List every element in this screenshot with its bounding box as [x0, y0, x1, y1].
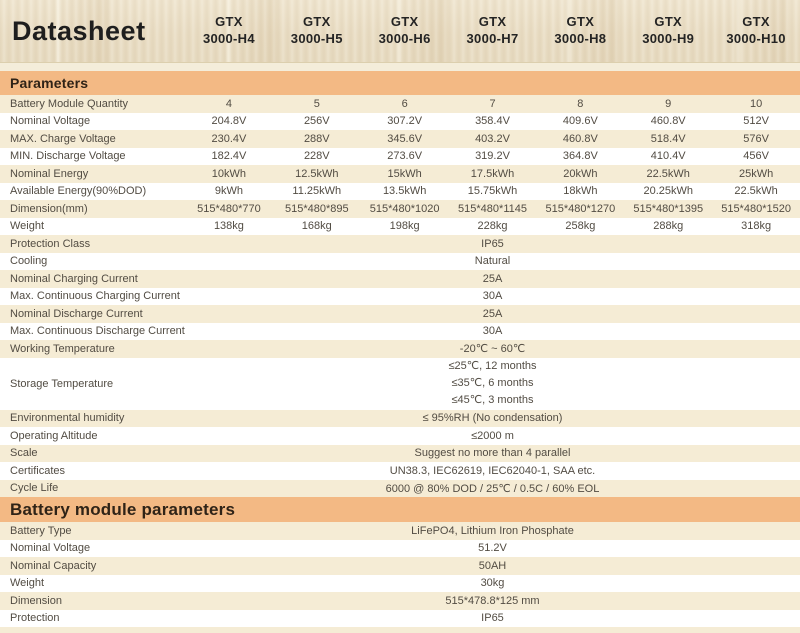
table-row [0, 253, 800, 271]
cell-value: 288V [303, 132, 330, 145]
cell-value: 6 [401, 97, 408, 110]
cell-value: 22.5kWh [734, 185, 778, 198]
cell-value: 198kg [389, 220, 420, 233]
table-row [0, 557, 800, 575]
cell-value-span: ≤2000 m [471, 429, 514, 442]
cell-value-span: IP65 [481, 612, 504, 625]
cell-value: 460.8V [650, 115, 686, 128]
cell-value: 460.8V [562, 132, 598, 145]
cell-value: 13.5kWh [382, 185, 427, 198]
cell-value: 168kg [301, 220, 332, 233]
row-label: MIN. Discharge Voltage [10, 150, 126, 163]
cell-line: ≤45℃, 3 months [451, 394, 534, 407]
model-variant: 3000-H10 [726, 31, 786, 46]
cell-value: 20kWh [563, 167, 598, 180]
cell-value: 204.8V [211, 115, 247, 128]
cell-value: 576V [743, 132, 769, 145]
row-label: Certificates [10, 464, 66, 477]
model-name: GTX [390, 14, 419, 30]
table-row [0, 445, 800, 463]
table-row [0, 218, 800, 236]
header [0, 0, 800, 63]
cell-value: 182.4V [211, 150, 247, 163]
row-label: Nominal Voltage [10, 115, 91, 128]
cell-value: 15kWh [387, 167, 422, 180]
model-name: GTX [742, 14, 770, 30]
cell-value: 230.4V [211, 132, 247, 145]
cell-value: 410.4V [650, 150, 686, 163]
cell-value-span: 30A [482, 325, 503, 338]
model-variant: 3000-H6 [378, 31, 431, 46]
table-row [0, 592, 800, 610]
cell-value-span: 515*478.8*125 mm [445, 594, 540, 607]
cell-value: 515*480*770 [197, 202, 261, 215]
table-row [0, 358, 800, 410]
cell-value: 7 [489, 97, 496, 110]
model-variant: 3000-H8 [554, 31, 607, 46]
cell-value: 9 [665, 97, 672, 110]
table-row [0, 462, 800, 480]
row-label: Cooling [10, 255, 48, 268]
table-row [0, 575, 800, 593]
cell-value: 228V [303, 150, 330, 163]
cell-value-span: 25A [482, 272, 503, 285]
row-label: Weight [10, 220, 45, 233]
model-variant: 3000-H5 [290, 31, 343, 46]
cell-value-span: UN38.3, IEC62619, IEC62040-1, SAA etc. [389, 464, 596, 477]
cell-value: 22.5kWh [646, 167, 690, 180]
cell-value-span: 6000 @ 80% DOD / 25℃ / 0.5C / 60% EOL [385, 482, 600, 495]
table-row [0, 522, 800, 540]
cell-value-span: 30kg [480, 577, 505, 590]
row-label: Cycle Life [10, 482, 59, 495]
cell-value: 11.25kWh [292, 185, 342, 198]
cell-value-span: ≤ 95%RH (No condensation) [422, 412, 563, 425]
row-label: Storage Temperature [10, 377, 114, 390]
row-label: Max. Continuous Discharge Current [10, 325, 185, 338]
row-label: Nominal Energy [10, 167, 89, 180]
row-label: Max. Continuous Charging Current [10, 290, 180, 303]
row-label: Battery Module Quantity [10, 97, 129, 110]
cell-value: 5 [313, 97, 320, 110]
cell-value: 138kg [213, 220, 244, 233]
table-row [0, 610, 800, 628]
table-row [0, 305, 800, 323]
page-title: Datasheet [12, 15, 146, 46]
table-row [0, 113, 800, 131]
row-label: Operating Altitude [10, 429, 98, 442]
cell-value: 518.4V [650, 132, 686, 145]
cell-value-span: LiFePO4, Lithium Iron Phosphate [411, 524, 574, 537]
cell-value: 25kWh [738, 167, 774, 180]
table-row [0, 130, 800, 148]
row-label: Weight [10, 577, 45, 590]
model-column-header [624, 0, 712, 62]
table-row [0, 200, 800, 218]
model-variant: 3000-H7 [466, 31, 519, 46]
cell-value: 515*480*1395 [633, 202, 704, 215]
table-row [0, 235, 800, 253]
row-label: Dimension(mm) [10, 202, 88, 215]
row-label: Battery Type [10, 524, 72, 537]
table-row [0, 410, 800, 428]
model-columns [185, 0, 800, 62]
model-name: GTX [654, 14, 683, 30]
cell-value: 9kWh [214, 185, 243, 198]
model-variant: 3000-H9 [642, 31, 695, 46]
section-header: Parameters [0, 71, 800, 95]
cell-value: 345.6V [387, 132, 423, 145]
table-row [0, 288, 800, 306]
cell-value: 273.6V [387, 150, 423, 163]
cell-value: 256V [303, 115, 330, 128]
cell-value: 307.2V [387, 115, 423, 128]
row-label: Working Temperature [10, 342, 115, 355]
cell-value: 4 [225, 97, 232, 110]
cell-value: 515*480*1145 [458, 202, 527, 215]
cell-value: 358.4V [475, 115, 510, 128]
model-name: GTX [215, 14, 243, 30]
header-divider [0, 63, 800, 71]
model-column-header [536, 0, 624, 62]
table-row [0, 540, 800, 558]
row-label: Scale [10, 447, 38, 460]
cell-value: 18kWh [563, 185, 598, 198]
cell-value: 409.6V [562, 115, 598, 128]
table-row [0, 270, 800, 288]
section-header: Battery module parameters [0, 497, 800, 522]
cell-value-multiline [185, 358, 800, 410]
row-label: Environmental humidity [10, 412, 125, 425]
model-column-header [712, 0, 800, 62]
cell-value: 10 [749, 97, 763, 110]
table-row [0, 340, 800, 358]
cell-line: ≤25℃, 12 months [448, 359, 537, 372]
cell-value: 512V [743, 115, 769, 128]
row-label: Available Energy(90%DOD) [10, 185, 147, 198]
row-label: Nominal Voltage [10, 542, 91, 555]
row-label: Nominal Discharge Current [10, 307, 143, 320]
cell-value: 456V [743, 150, 769, 163]
model-column-header [273, 0, 361, 62]
table-row [0, 183, 800, 201]
model-column-header [449, 0, 537, 62]
cell-value: 8 [577, 97, 584, 110]
model-variant: 3000-H4 [202, 31, 255, 46]
row-label: Protection Class [10, 237, 91, 250]
table-row [0, 165, 800, 183]
cell-value: 318kg [741, 220, 772, 233]
model-column-header [185, 0, 273, 62]
table-row [0, 427, 800, 445]
cell-value: 319.2V [475, 150, 510, 163]
cell-value: 288kg [653, 220, 684, 233]
table-sections [0, 71, 800, 627]
cell-value-span: 50AH [478, 559, 507, 572]
row-label: Protection [10, 612, 60, 625]
cell-value: 20.25kWh [643, 185, 693, 198]
table-row [0, 480, 800, 498]
cell-value-span: Natural [474, 255, 511, 268]
cell-value: 515*480*895 [284, 202, 349, 215]
row-label: MAX. Charge Voltage [10, 132, 116, 145]
model-name: GTX [302, 14, 331, 30]
cell-value: 17.5kWh [470, 167, 515, 180]
cell-value: 364.8V [562, 150, 598, 163]
row-label: Dimension [10, 594, 62, 607]
cell-value: 10kWh [211, 167, 247, 180]
cell-value-span: 51.2V [478, 542, 507, 555]
cell-value: 228kg [477, 220, 508, 233]
table-row [0, 95, 800, 113]
model-column-header [361, 0, 449, 62]
cell-value-span: 30A [482, 290, 503, 303]
cell-value: 515*480*1520 [721, 202, 791, 215]
cell-value-span: 25A [482, 307, 503, 320]
row-label: Nominal Capacity [10, 559, 97, 572]
model-name: GTX [566, 14, 595, 30]
table-row [0, 148, 800, 166]
cell-value: 12.5kWh [295, 167, 339, 180]
cell-value: 515*480*1020 [369, 202, 440, 215]
cell-line: ≤35℃, 6 months [451, 376, 534, 389]
cell-value: 515*480*1270 [545, 202, 616, 215]
cell-value-span: Suggest no more than 4 parallel [414, 447, 571, 460]
model-name: GTX [478, 14, 507, 30]
table-row [0, 323, 800, 341]
cell-value-span: -20℃ ~ 60℃ [459, 343, 526, 356]
bottom-stripe [0, 627, 800, 633]
cell-value: 403.2V [475, 132, 510, 145]
cell-value: 258kg [565, 220, 596, 233]
row-label: Nominal Charging Current [10, 272, 138, 285]
cell-value-span: IP65 [481, 237, 504, 250]
cell-value: 15.75kWh [467, 185, 518, 198]
